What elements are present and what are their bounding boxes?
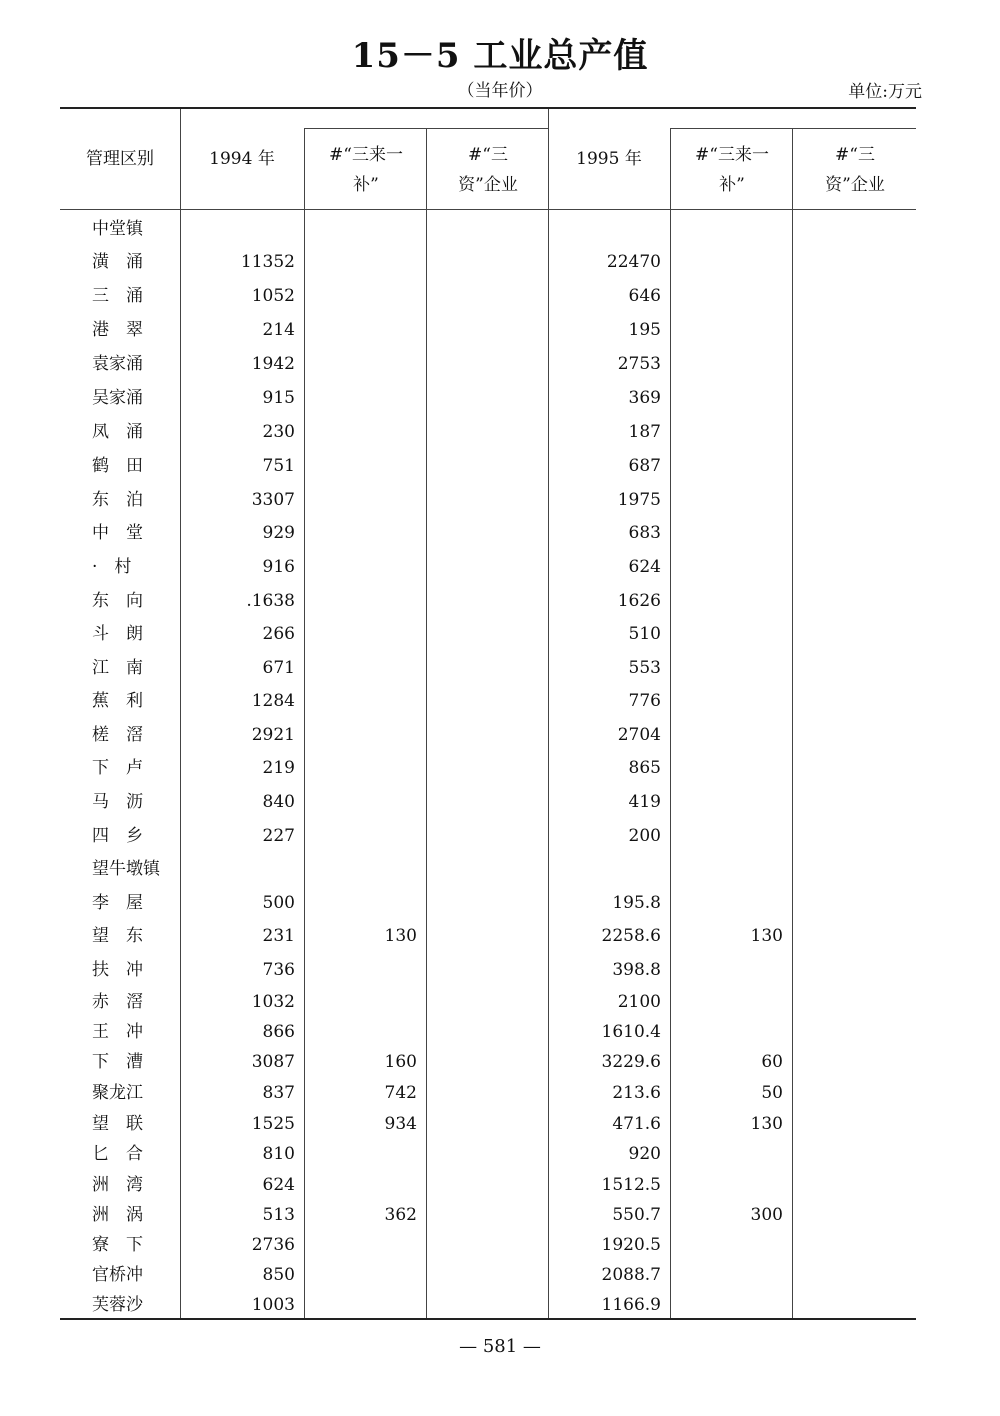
value-1995: 776 xyxy=(628,691,661,711)
col-divider xyxy=(792,128,793,1318)
table-top-rule xyxy=(60,107,916,109)
value-1994: 214 xyxy=(262,320,295,340)
district-name: 槎 滘 xyxy=(92,725,143,745)
value-1995: 471.6 xyxy=(612,1114,661,1134)
district-name: 东 泊 xyxy=(92,490,143,510)
district-name: 江 南 xyxy=(92,658,143,678)
value-1995: 187 xyxy=(628,422,661,442)
sanlai-1994: 934 xyxy=(384,1114,417,1134)
page-number: — 581 — xyxy=(459,1336,541,1357)
value-1994: 671 xyxy=(262,658,295,678)
value-1995: 550.7 xyxy=(612,1205,661,1225)
sanlai-1995: 130 xyxy=(750,1114,783,1134)
value-1994: 2921 xyxy=(251,725,295,745)
header-sanzi-1995: #“三资”企业 xyxy=(825,145,885,195)
header-bottom-rule xyxy=(60,209,916,210)
value-1995: 687 xyxy=(628,456,661,476)
value-1995: 2753 xyxy=(617,354,661,374)
value-1994: 810 xyxy=(262,1144,295,1164)
col-divider xyxy=(426,128,427,1318)
value-1994: 1942 xyxy=(251,354,295,374)
value-1994: 866 xyxy=(262,1022,295,1042)
col-divider xyxy=(670,128,671,1318)
value-1994: 751 xyxy=(262,456,295,476)
value-1995: 200 xyxy=(628,826,661,846)
district-name: 李 屋 xyxy=(92,893,143,913)
header-1995: 1995 年 xyxy=(576,149,642,169)
value-1995: 865 xyxy=(628,758,661,778)
value-1995: 1166.9 xyxy=(601,1295,661,1315)
district-name: 洲 涡 xyxy=(92,1205,143,1225)
value-1994: 1032 xyxy=(251,992,295,1012)
value-1995: 624 xyxy=(628,557,661,577)
value-1995: 1920.5 xyxy=(601,1235,661,1255)
district-name: 下 漕 xyxy=(92,1052,143,1072)
value-1995: 213.6 xyxy=(612,1083,661,1103)
district-name: 芙蓉沙 xyxy=(92,1295,143,1315)
value-1994: 1003 xyxy=(251,1295,295,1315)
page-title: 15－5 工业总产值 xyxy=(351,36,649,76)
district-name: 扶 冲 xyxy=(92,960,143,980)
value-1994: 1284 xyxy=(251,691,295,711)
district-name: 望 联 xyxy=(92,1114,143,1134)
district-name: · 村 xyxy=(92,557,132,577)
value-1995: 195 xyxy=(628,320,661,340)
value-1995: 398.8 xyxy=(612,960,661,980)
sanlai-1994: 362 xyxy=(384,1205,417,1225)
sanlai-1994: 130 xyxy=(384,926,417,946)
district-name: 斗 朗 xyxy=(92,624,143,644)
col-divider xyxy=(180,109,181,1318)
district-name: 赤 滘 xyxy=(92,992,143,1012)
district-name: 望牛墩镇 xyxy=(92,859,160,879)
district-name: 官桥冲 xyxy=(92,1265,143,1285)
col-divider xyxy=(304,128,305,1318)
sanlai-1995: 50 xyxy=(761,1083,783,1103)
district-name: 洲 湾 xyxy=(92,1175,143,1195)
header-sanlai-1995: #“三来一补” xyxy=(695,145,769,195)
district-name: 三 涌 xyxy=(92,286,143,306)
value-1994: 624 xyxy=(262,1175,295,1195)
value-1994: 11352 xyxy=(240,252,295,272)
district-name: 港 翠 xyxy=(92,320,143,340)
district-name: 下 卢 xyxy=(92,758,143,778)
value-1994: .1638 xyxy=(246,591,295,611)
value-1994: 1525 xyxy=(251,1114,295,1134)
unit-label: 单位:万元 xyxy=(848,82,922,102)
value-1994: 3087 xyxy=(251,1052,295,1072)
value-1995: 1512.5 xyxy=(601,1175,661,1195)
value-1994: 929 xyxy=(262,523,295,543)
district-name: 望 东 xyxy=(92,926,143,946)
district-name: 马 沥 xyxy=(92,792,143,812)
subheader-rule-1995 xyxy=(670,128,916,129)
header-1994: 1994 年 xyxy=(209,149,275,169)
district-name: 匕 合 xyxy=(92,1144,143,1164)
value-1995: 3229.6 xyxy=(601,1052,661,1072)
district-name: 凤 涌 xyxy=(92,422,143,442)
value-1994: 916 xyxy=(262,557,295,577)
value-1994: 3307 xyxy=(251,490,295,510)
value-1995: 553 xyxy=(628,658,661,678)
value-1994: 230 xyxy=(262,422,295,442)
district-name: 王 冲 xyxy=(92,1022,143,1042)
value-1995: 646 xyxy=(628,286,661,306)
value-1994: 850 xyxy=(262,1265,295,1285)
value-1995: 1626 xyxy=(617,591,661,611)
district-name: 潢 涌 xyxy=(92,252,143,272)
value-1994: 736 xyxy=(262,960,295,980)
value-1995: 2258.6 xyxy=(601,926,661,946)
value-1995: 510 xyxy=(628,624,661,644)
value-1995: 1610.4 xyxy=(601,1022,661,1042)
value-1994: 219 xyxy=(262,758,295,778)
district-name: 寮 下 xyxy=(92,1235,143,1255)
value-1995: 2704 xyxy=(617,725,661,745)
district-name: 四 乡 xyxy=(92,826,143,846)
value-1994: 500 xyxy=(262,893,295,913)
table-bottom-rule xyxy=(60,1318,916,1320)
district-name: 中 堂 xyxy=(92,523,143,543)
district-name: 蕉 利 xyxy=(92,691,143,711)
district-name: 中堂镇 xyxy=(92,219,143,239)
value-1994: 915 xyxy=(262,388,295,408)
value-1995: 195.8 xyxy=(612,893,661,913)
district-name: 东 向 xyxy=(92,591,143,611)
value-1995: 683 xyxy=(628,523,661,543)
header-sanzi-1994: #“三资”企业 xyxy=(458,145,518,195)
value-1995: 419 xyxy=(628,792,661,812)
value-1995: 920 xyxy=(628,1144,661,1164)
sanlai-1994: 742 xyxy=(384,1083,417,1103)
value-1994: 840 xyxy=(262,792,295,812)
value-1995: 2100 xyxy=(617,992,661,1012)
value-1995: 2088.7 xyxy=(601,1265,661,1285)
district-name: 鹤 田 xyxy=(92,456,143,476)
district-name: 吴家涌 xyxy=(92,388,143,408)
value-1994: 2736 xyxy=(251,1235,295,1255)
value-1995: 22470 xyxy=(606,252,661,272)
value-1995: 369 xyxy=(628,388,661,408)
sanlai-1994: 160 xyxy=(384,1052,417,1072)
sanlai-1995: 130 xyxy=(750,926,783,946)
col-divider xyxy=(548,109,549,1318)
value-1994: 227 xyxy=(262,826,295,846)
sanlai-1995: 300 xyxy=(750,1205,783,1225)
price-basis-note: （当年价） xyxy=(457,81,543,101)
value-1994: 837 xyxy=(262,1083,295,1103)
value-1995: 1975 xyxy=(617,490,661,510)
value-1994: 231 xyxy=(262,926,295,946)
sanlai-1995: 60 xyxy=(761,1052,783,1072)
value-1994: 266 xyxy=(262,624,295,644)
district-name: 袁家涌 xyxy=(92,354,143,374)
district-name: 聚龙江 xyxy=(92,1083,143,1103)
header-sanlai-1994: #“三来一补” xyxy=(329,145,403,195)
value-1994: 1052 xyxy=(251,286,295,306)
header-district: 管理区别 xyxy=(86,149,154,169)
value-1994: 513 xyxy=(262,1205,295,1225)
